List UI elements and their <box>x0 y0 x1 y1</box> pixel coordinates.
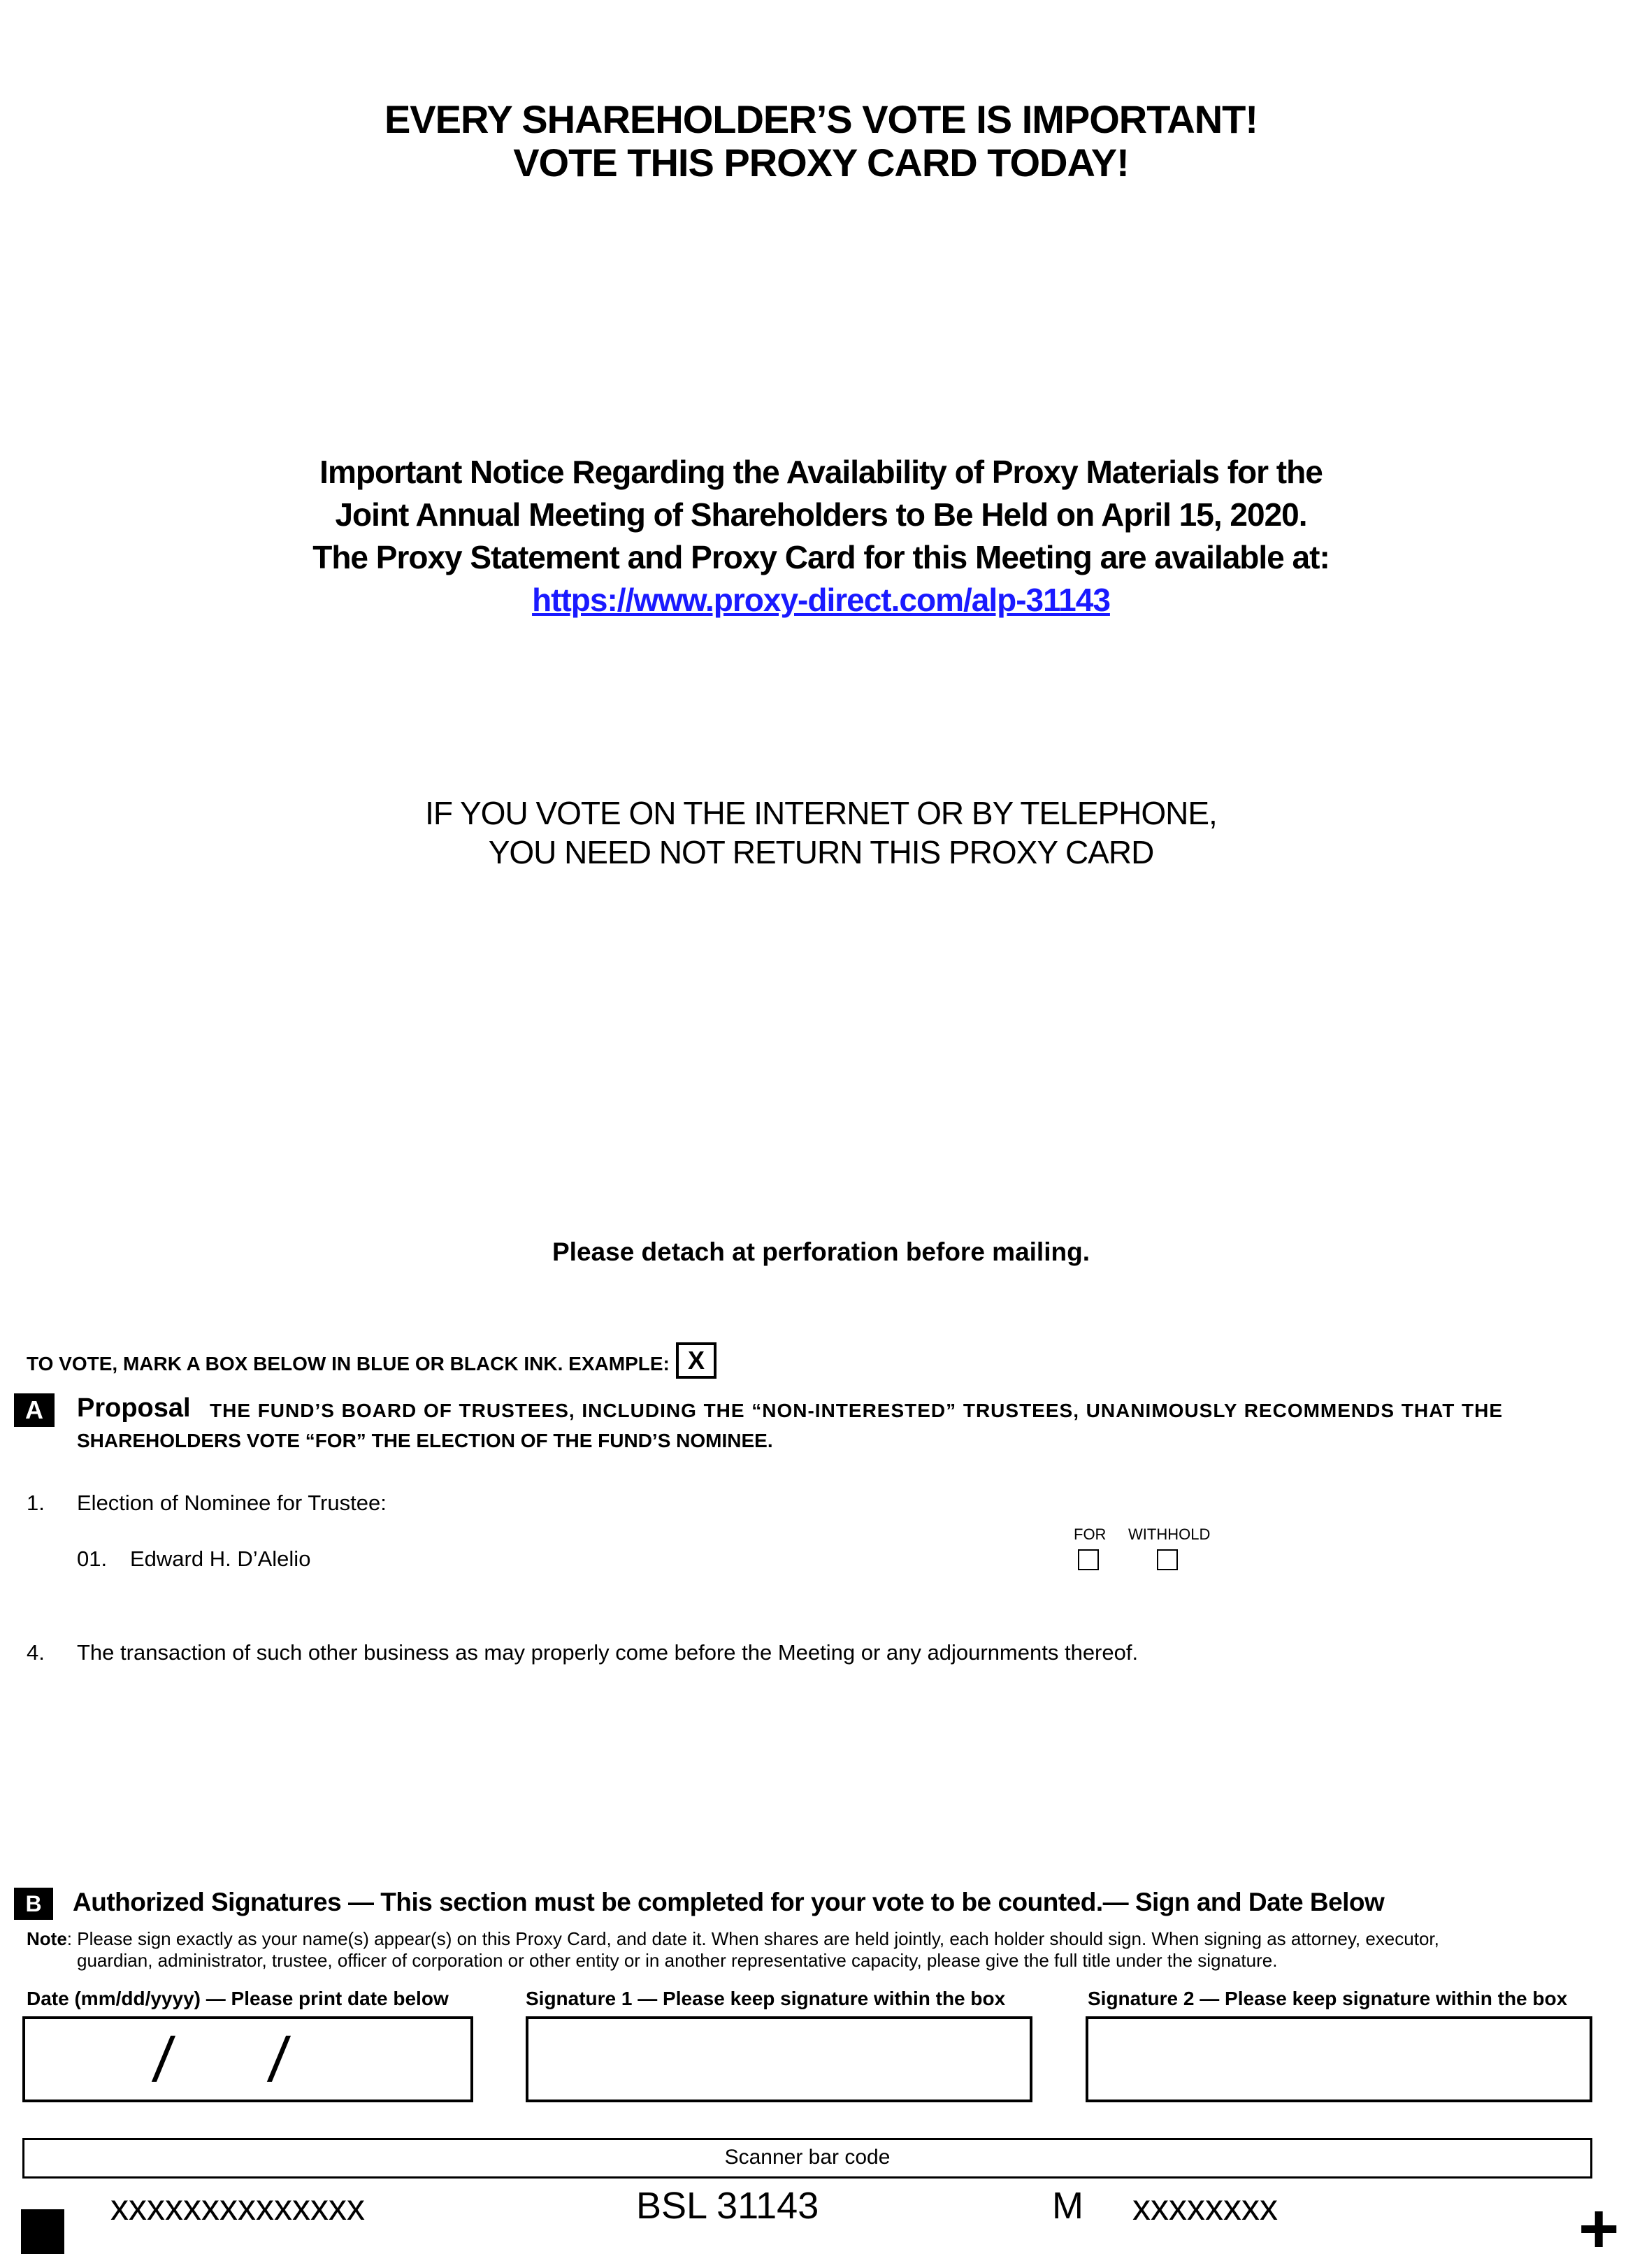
date-input-box[interactable] <box>22 2016 473 2102</box>
item-1-number: 1. <box>27 1491 45 1515</box>
date-separator-1: / <box>150 2025 178 2095</box>
item-4-number: 4. <box>27 1640 45 1665</box>
internet-vote-line-1: IF YOU VOTE ON THE INTERNET OR BY TELEPHONE, <box>425 795 1217 831</box>
signature-note <box>27 1928 1439 1972</box>
proxy-url-link[interactable]: https://www.proxy-direct.com/alp-31143 <box>532 582 1110 618</box>
detach-instruction: Please detach at perforation before mailing. <box>552 1237 1090 1266</box>
section-a-title: Proposal <box>77 1393 191 1423</box>
example-checkbox <box>676 1342 716 1379</box>
item-1-text: Election of Nominee for Trustee: <box>77 1491 387 1515</box>
internet-vote-line-2: YOU NEED NOT RETURN THIS PROXY CARD <box>488 834 1154 870</box>
note-line-1: : Please sign exactly as your name(s) appear(s) on this Proxy Card, and date it. When shares are held jointly, each holder should sign. When signing as attorney, executor, <box>66 1928 1439 1949</box>
scanner-bar-code-label: Scanner bar code <box>724 2146 891 2169</box>
date-label: Date (mm/dd/yyyy) — Please print date below <box>27 1988 449 2009</box>
notice-line-2: Joint Annual Meeting of Shareholders to Be Held on April 15, 2020. <box>335 496 1307 533</box>
scanner-bar-code-box <box>22 2138 1592 2179</box>
vote-instructions: TO VOTE, MARK A BOX BELOW IN BLUE OR BLACK INK. EXAMPLE: <box>27 1353 670 1375</box>
item-4-text: The transaction of such other business as may properly come before the Meeting or any adjournments thereof. <box>77 1640 1139 1665</box>
withhold-column-label: WITHHOLD <box>1128 1526 1211 1543</box>
internet-vote-message <box>0 794 1642 872</box>
date-separator-2: / <box>265 2025 293 2095</box>
nominee-name: Edward H. D’Alelio <box>130 1546 311 1571</box>
footer-code-left: xxxxxxxxxxxxxx <box>110 2188 365 2228</box>
board-recommendation-line-2: SHAREHOLDERS VOTE “FOR” THE ELECTION OF THE FUND’S NOMINEE. <box>77 1430 773 1451</box>
for-column-label: FOR <box>1074 1526 1107 1543</box>
section-b-title: Authorized Signatures — This section must be completed for your vote to be counted.— Sign and Date Below <box>73 1888 1385 1916</box>
header-line-1: EVERY SHAREHOLDER’S VOTE IS IMPORTANT! <box>384 97 1258 141</box>
example-mark: X <box>687 1346 705 1375</box>
signature-2-label: Signature 2 — Please keep signature within the box <box>1088 1988 1568 2009</box>
board-recommendation-line-1: THE FUND’S BOARD OF TRUSTEES, INCLUDING THE “NON-INTERESTED” TRUSTEES, UNANIMOUSLY RECOMMENDS THAT THE <box>210 1400 1503 1421</box>
header-title <box>0 98 1642 185</box>
signature-1-label: Signature 1 — Please keep signature within the box <box>526 1988 1006 2009</box>
footer-code-center: BSL 31143 <box>636 2185 819 2227</box>
section-b-badge: B <box>14 1888 53 1920</box>
proxy-notice <box>0 451 1642 622</box>
note-label: Note <box>27 1928 67 1949</box>
nominee-number: 01. <box>77 1546 108 1571</box>
signature-1-box[interactable] <box>526 2016 1032 2102</box>
signature-2-box[interactable] <box>1086 2016 1592 2102</box>
registration-mark <box>21 2209 64 2254</box>
header-line-2: VOTE THIS PROXY CARD TODAY! <box>513 141 1129 185</box>
for-checkbox[interactable] <box>1078 1549 1099 1570</box>
footer-code-m: M <box>1052 2185 1083 2227</box>
notice-line-1: Important Notice Regarding the Availability of Proxy Materials for the <box>319 454 1323 490</box>
notice-line-3: The Proxy Statement and Proxy Card for this Meeting are available at: <box>312 539 1330 575</box>
section-a-badge: A <box>14 1393 55 1427</box>
note-line-2: guardian, administrator, trustee, officer of corporation or other entity or in another representative capacity, please give the full title under the signature. <box>77 1950 1278 1971</box>
footer-code-right: xxxxxxxx <box>1132 2188 1278 2228</box>
withhold-checkbox[interactable] <box>1157 1549 1178 1570</box>
registration-plus-icon: + <box>1578 2190 1620 2268</box>
